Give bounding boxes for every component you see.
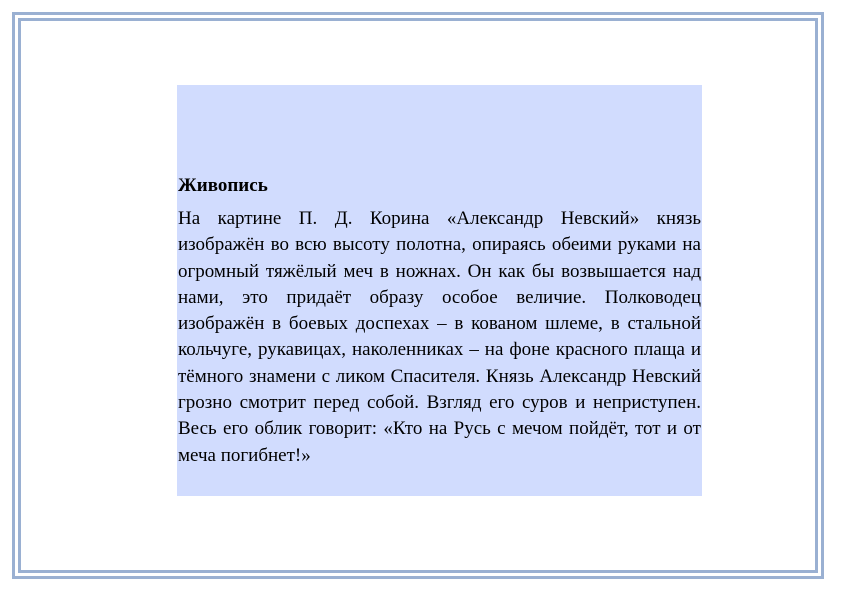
section-body: На картине П. Д. Корина «Александр Невский» князь изображён во всю высоту полотна, опираясь обеими руками на огромный тяжёлый меч в ножнах. Он как бы возвышается над нами, это придаёт образу особое величие. Полководец изображён в боевых доспехах – в кованом шлеме, в стальной кольчуге, рукавицах, наколенниках – на фоне красного плаща и тёмного знамени с ликом Спасителя. Князь Александр Невский грозно смотрит перед собой. Взгляд его суров и неприступен. Весь его облик говорит: «Кто на Русь с мечом пойдёт, тот и от меча погибнет!» [178,208,701,466]
section-title: Живопись [178,175,268,196]
text-box [177,85,702,496]
